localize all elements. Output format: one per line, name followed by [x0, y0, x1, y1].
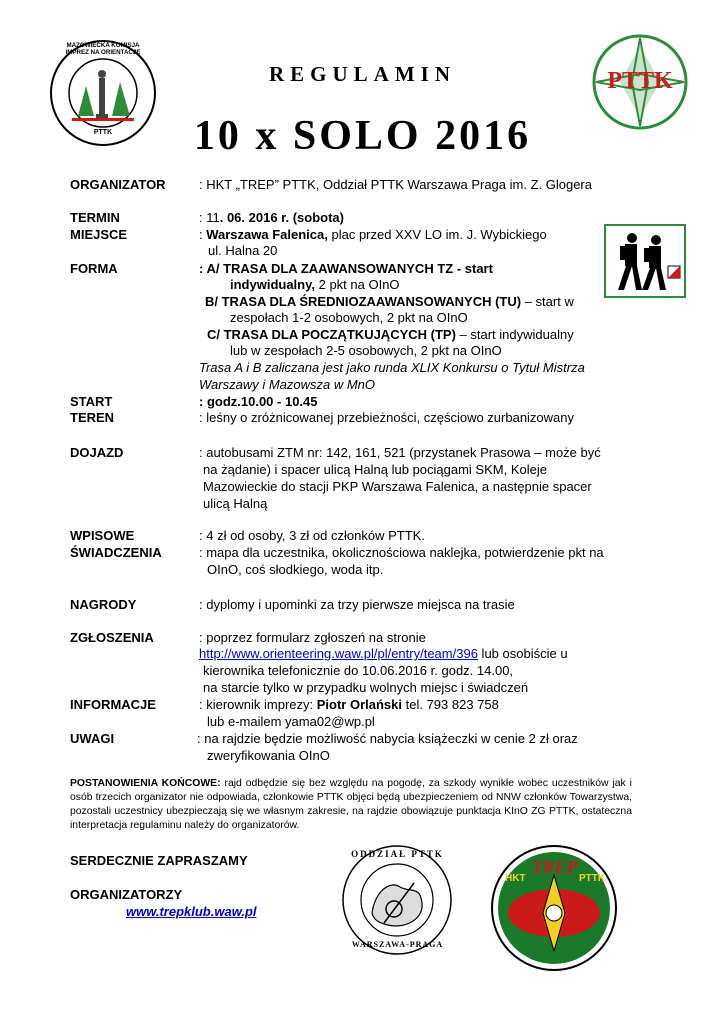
oddzial-logo-bottom: WARSZAWA-PRAGA — [351, 940, 444, 949]
teren-label: TEREN — [70, 410, 115, 425]
zgloszenia-label: ZGŁOSZENIA — [70, 630, 154, 645]
mkino-logo-text: MAZOWIECKA KOMISJA IMPREZ NA ORIENTACJĘ — [65, 42, 141, 56]
teren-value: : leśny o zróżnicowanej przebieżności, częściowo zurbanizowany — [199, 410, 575, 425]
dojazd-line2: na żądanie) i spacer ulicą Halną lub pociągami SKM, Koleje — [203, 462, 547, 477]
forma-note-line2: Warszawy i Mazowsza w MnO — [199, 377, 376, 392]
start-label: START — [70, 394, 113, 409]
final-provisions-text: rajd odbędzie się bez względu na pogodę, za szkody wynikłe wobec uczestników jak i osób trzecich organizator nie odpowiada, członkowie PTTK objęci będą ubezpieczeniem od NNW członków Towarzystwa, pozostali uczestnicy ubezpieczają się we własnym zakresie, na rajdzie obowiązuje punktacja KInO ZG PTTK, ostateczna interpretacja regulaminu należy do organizatorów. — [70, 778, 632, 831]
organizator-value: : HKT „TREP” PTTK, Oddział PTTK Warszawa Praga im. Z. Glogera — [199, 177, 592, 192]
dojazd-line3: Mazowieckie do stacji PKP Warszawa Falenica, a następnie spacer — [203, 479, 592, 494]
forma-a-pkt: 2 pkt na OInO — [315, 277, 400, 292]
nagrody-value: : dyplomy i upominki za trzy pierwsze miejsca na trasie — [199, 597, 515, 612]
informacje-kierownik: : kierownik imprezy: — [199, 697, 317, 712]
pttk-logo-text: PTTK — [607, 68, 673, 94]
termin-date: . 06. 2016 r. (sobota) — [219, 210, 344, 225]
start-value: : godz.10.00 - 10.45 — [199, 394, 318, 409]
termin-value — [199, 210, 344, 225]
forma-c-line1 — [207, 327, 574, 342]
entry-link[interactable]: http://www.orienteering.waw.pl/pl/entry/team/396 — [199, 646, 478, 661]
miejsce-value — [199, 227, 547, 242]
forma-c-start: – start indywidualny — [455, 327, 574, 342]
miejsce-label: MIEJSCE — [70, 227, 128, 242]
zgloszenia-line4: na starcie tylko w przypadku wolnych miejsc i świadczeń — [203, 680, 529, 695]
forma-b-line2: zespołach 1-2 osobowych, 2 pkt na OInO — [230, 310, 468, 325]
forma-note-line1: Trasa A i B zaliczana jest jako runda XLIX Konkursu o Tytuł Mistrza — [199, 360, 585, 375]
hkt-logo-text: HKT — [505, 873, 526, 884]
swiadczenia-label: ŚWIADCZENIA — [70, 545, 162, 560]
forma-a-indyw: indywidualny, — [230, 277, 315, 292]
forma-c-line2: lub w zespołach 2-5 osobowych, 2 pkt na OInO — [230, 343, 502, 358]
forma-b-line1 — [205, 294, 574, 309]
regulamin-heading: REGULAMIN — [268, 62, 456, 86]
termin-day: : 11 — [199, 210, 220, 225]
informacje-line1 — [199, 697, 499, 712]
forma-b-title: B/ TRASA DLA ŚREDNIOZAAWANSOWANYCH (TU) — [205, 294, 522, 309]
uwagi-line1: : na rajdzie będzie możliwość nabycia książeczki w cenie 2 zł oraz — [197, 731, 578, 746]
forma-a-line1: : A/ TRASA DLA ZAAWANSOWANYCH TZ - start — [199, 261, 493, 276]
invitation-text: SERDECZNIE ZAPRASZAMY — [70, 853, 248, 868]
zgloszenia-osobiscie: lub osobiście u — [477, 646, 568, 661]
uwagi-line2: zweryfikowania OInO — [207, 748, 330, 763]
zgloszenia-line2 — [199, 646, 568, 661]
mkino-logo-pttk: PTTK — [93, 129, 113, 136]
forma-c-title: C/ TRASA DLA POCZĄTKUJĄCYCH (TP) — [207, 327, 456, 342]
hikers-icon — [604, 224, 686, 298]
hkt-trep-logo — [487, 843, 622, 973]
informacje-email: lub e-mailem yama02@wp.pl — [207, 714, 375, 729]
dojazd-line4: ulicą Halną — [203, 496, 268, 511]
zgloszenia-line3: kierownika telefonicznie do 10.06.2016 r. godz. 14.00, — [203, 663, 514, 678]
termin-label: TERMIN — [70, 210, 120, 225]
website-link[interactable]: www.trepklub.waw.pl — [126, 904, 257, 919]
miejsce-rest: plac przed XXV LO im. J. Wybickiego — [327, 227, 547, 242]
forma-label: FORMA — [70, 261, 118, 276]
miejsce-address: ul. Halna 20 — [208, 243, 278, 258]
forma-b-start: – start w — [521, 294, 574, 309]
oddzial-praga-logo — [340, 843, 455, 958]
miejsce-prefix: : — [199, 227, 207, 242]
swiadczenia-line1: : mapa dla uczestnika, okolicznościowa naklejka, potwierdzenie pkt na — [199, 545, 604, 560]
page-title: 10 x SOLO 2016 — [193, 113, 532, 159]
informacje-name: Piotr Orlański — [316, 697, 402, 712]
swiadczenia-line2: OInO, coś słodkiego, woda itp. — [207, 562, 384, 577]
dojazd-label: DOJAZD — [70, 445, 124, 460]
wpisowe-value: : 4 zł od osoby, 3 zł od członków PTTK. — [199, 528, 425, 543]
nagrody-label: NAGRODY — [70, 597, 137, 612]
final-provisions — [70, 777, 632, 833]
trep-logo-text: TREP — [531, 857, 578, 877]
zgloszenia-line1: : poprzez formularz zgłoszeń na stronie — [199, 630, 426, 645]
organizator-label: ORGANIZATOR — [70, 177, 166, 192]
trep-pttk-text: PTTK — [579, 873, 606, 884]
wpisowe-label: WPISOWE — [70, 528, 135, 543]
dojazd-line1: : autobusami ZTM nr: 142, 161, 521 (przystanek Prasowa – może być — [199, 445, 601, 460]
informacje-phone: tel. 793 823 758 — [402, 697, 499, 712]
forma-a-line2 — [230, 277, 400, 292]
final-provisions-label: POSTANOWIENIA KOŃCOWE: — [70, 778, 221, 789]
uwagi-label: UWAGI — [70, 731, 115, 746]
oddzial-logo-top: ODDZIAŁ PTTK — [351, 849, 444, 859]
organizers-heading: ORGANIZATORZY — [70, 887, 183, 902]
informacje-label: INFORMACJE — [70, 697, 156, 712]
miejsce-place: Warszawa Falenica, — [206, 227, 328, 242]
